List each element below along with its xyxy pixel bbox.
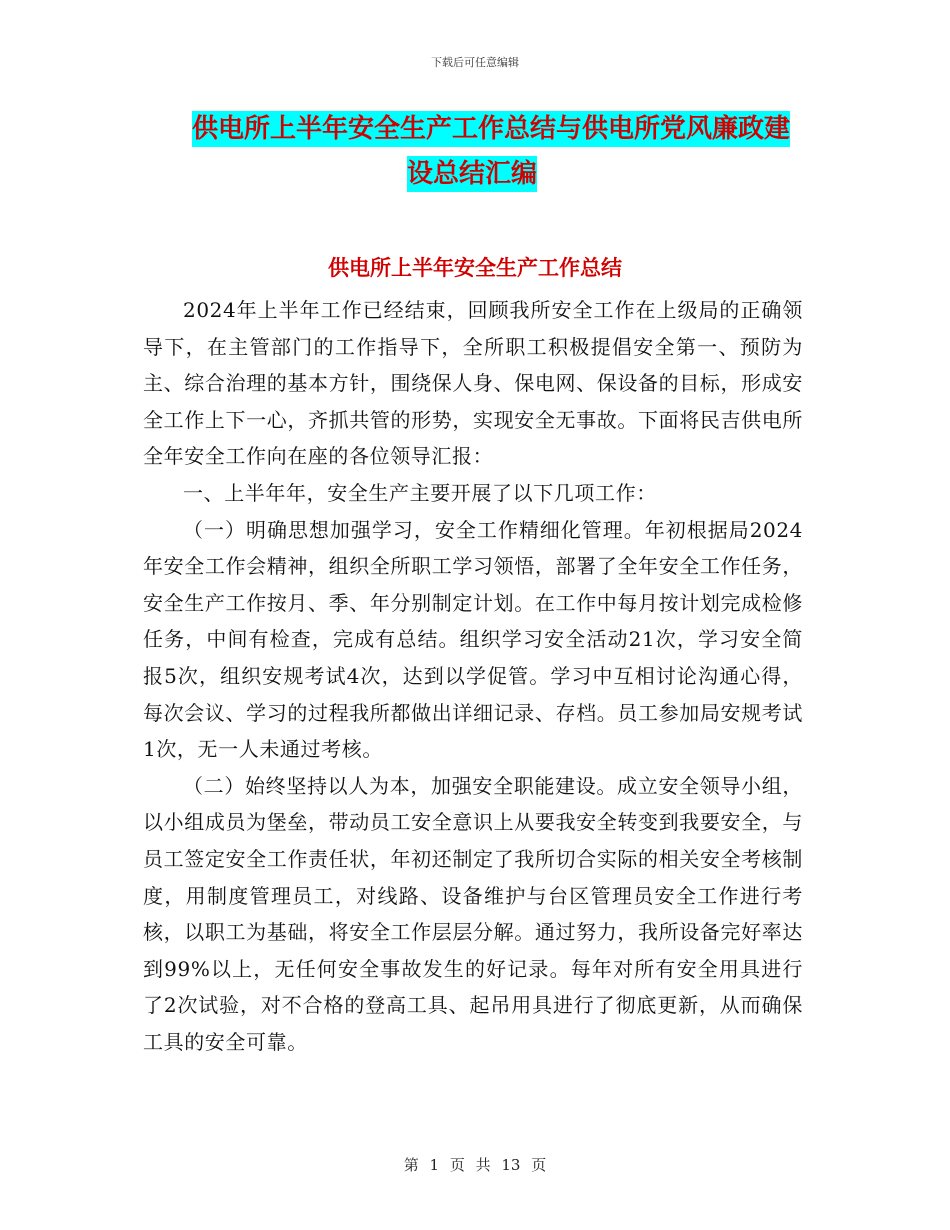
paragraph-item-1: （一）明确思想加强学习，安全工作精细化管理。年初根据局2024年安全工作会精神，组织全所职工学习领悟，部署了全年安全工作任务，安全生产工作按月、季、年分别制定计划。在工作中每月按计划完成检修任务，中间有检查，完成有总结。组织学习安全活动21次，学习安全简报5次，组织安规考试4次，达到以学促管。学习中互相讨论沟通心得，每次会议、学习的过程我所都做出详细记录、存档。员工参加局安规考试1次，无一人未通过考核。 <box>143 517 803 762</box>
document-title-line-2: 设总结汇编 <box>407 156 537 192</box>
document-title-line-1: 供电所上半年安全生产工作总结与供电所党风廉政建 <box>192 111 790 147</box>
document-body <box>143 292 803 1060</box>
paragraph-heading-1: 一、上半年年，安全生产主要开展了以下几项工作： <box>183 480 657 505</box>
section-title: 供电所上半年安全生产工作总结 <box>328 256 622 280</box>
paragraph-item-2: （二）始终坚持以人为本，加强安全职能建设。成立安全领导小组，以小组成员为堡垒，带动员工安全意识上从要我安全转变到我要安全，与员工签定安全工作责任状，年初还制定了我所切合实际的相关安全考核制度，用制度管理员工，对线路、设备维护与台区管理员安全工作进行考核，以职工为基础，将安全工作层层分解。通过努力，我所设备完好率达到99%以上，无任何安全事故发生的好记录。每年对所有安全用具进行了2次试验，对不合格的登高工具、起吊用具进行了彻底更新，从而确保工具的安全可靠。 <box>143 773 803 1054</box>
paragraph-intro: 2024年上半年工作已经结束，回顾我所安全工作在上级局的正确领导下，在主管部门的工作指导下，全所职工积极提倡安全第一、预防为主、综合治理的基本方针，围绕保人身、保电网、保设备的目标，形成安全工作上下一心，齐抓共管的形势，实现安全无事故。下面将民吉供电所全年安全工作向在座的各位领导汇报： <box>143 298 803 469</box>
page-footer: 第 1 页 共 13 页 <box>403 1156 547 1174</box>
header-note: 下载后可任意编辑 <box>431 56 519 69</box>
